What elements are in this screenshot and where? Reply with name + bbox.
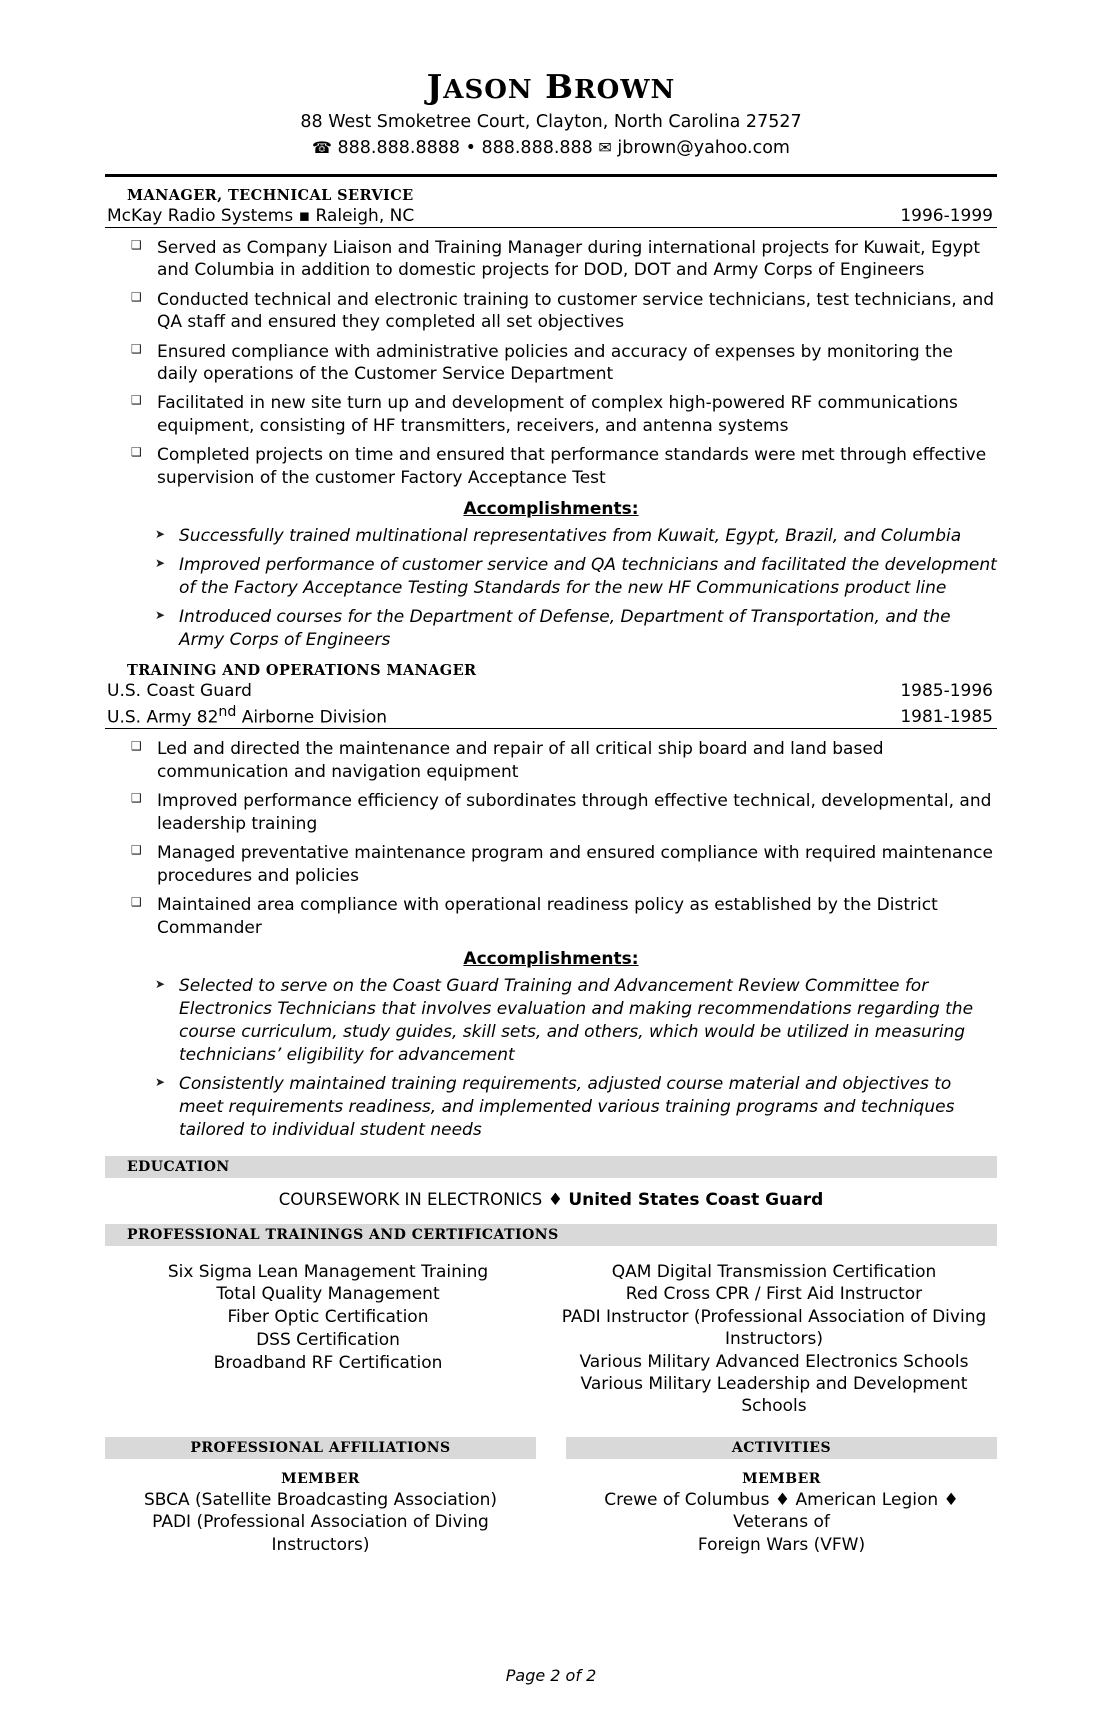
list-item: ❑ Maintained area compliance with operational readiness policy as established by the District Commander <box>105 894 997 939</box>
contact-line <box>105 136 997 161</box>
job-dates-2b: 1981-1985 <box>900 707 993 728</box>
job-org-2b-superscript: nd <box>218 703 237 720</box>
list-item: ❑ Improved performance efficiency of subordinates through effective technical, developmental, and leadership training <box>105 790 997 835</box>
education-coursework: COURSEWORK IN ELECTRONICS <box>278 1189 543 1209</box>
list-item: ➤ Selected to serve on the Coast Guard Training and Advancement Review Committee for Electronics Technicians that involves evaluation and making recommendations regarding the course curriculum, study guides, skill sets, and others, which would be utilized in measuring technicians’ eligibility for advancement <box>105 975 997 1067</box>
last-name-rest: ROWN <box>574 75 676 105</box>
list-item: Total Quality Management <box>216 1284 440 1305</box>
job-org-2b-pre: U.S. Army 82 <box>107 707 219 728</box>
affiliations-section <box>105 1437 536 1556</box>
job-org-line-1 <box>105 206 997 228</box>
phone-secondary: 888.888.888 <box>481 138 593 159</box>
accomplishments-heading-2: Accomplishments: <box>463 948 639 969</box>
list-item: ❑ Managed preventative maintenance program and ensured compliance with required maintenance procedures and policies <box>105 842 997 887</box>
list-item: ❑ Ensured compliance with administrative policies and accuracy of expenses by monitoring the daily operations of the Customer Service Department <box>105 341 997 386</box>
first-name-rest: ASON <box>443 75 533 105</box>
list-item: Six Sigma Lean Management Training <box>167 1261 489 1282</box>
job-org-2b-post: Airborne Division <box>236 707 388 728</box>
list-item: ➤ Successfully trained multinational representatives from Kuwait, Egypt, Brazil, and Columbia <box>105 525 997 548</box>
phone-icon: ☎ <box>312 138 332 158</box>
list-item: DSS Certification <box>256 1329 400 1350</box>
list-item: PADI Instructor (Professional Association of Diving Instructors) <box>561 1307 987 1349</box>
job-org-line-2b <box>105 704 997 730</box>
certifications-left-column <box>105 1262 551 1419</box>
page-title <box>105 67 997 106</box>
list-item: QAM Digital Transmission Certification <box>611 1261 937 1282</box>
list-item: Various Military Leadership and Development Schools <box>580 1374 968 1417</box>
section-heading-education: EDUCATION <box>105 1156 997 1178</box>
email-address[interactable]: jbrown@yahoo.com <box>617 138 790 159</box>
list-item: Red Cross CPR / First Aid Instructor <box>625 1284 923 1305</box>
list-item: SBCA (Satellite Broadcasting Association) <box>143 1489 497 1510</box>
envelope-icon: ✉ <box>598 138 612 158</box>
list-item: Foreign Wars (VFW) <box>697 1534 866 1555</box>
contact-separator-1: • <box>465 138 476 159</box>
list-item: Various Military Advanced Electronics Schools <box>579 1351 969 1372</box>
header-divider <box>105 174 997 177</box>
phone-primary: 888.888.8888 <box>337 138 460 159</box>
list-item: ➤ Consistently maintained training requirements, adjusted course material and objectives to meet requirements readiness, and implemented various training programs and techniques tailored to individual student needs <box>105 1073 997 1142</box>
job-bullets-1 <box>105 237 997 489</box>
job-title-1: MANAGER, TECHNICAL SERVICE <box>127 186 414 204</box>
education-separator: ♦ <box>547 1189 563 1210</box>
list-item: ❑ Facilitated in new site turn up and development of complex high-powered RF communications equipment, consisting of HF transmitters, receivers, and antenna systems <box>105 392 997 437</box>
job-title-2: TRAINING AND OPERATIONS MANAGER <box>127 661 477 679</box>
job-bullets-2 <box>105 738 997 939</box>
list-item: ➤ Introduced courses for the Department of Defense, Department of Transportation, and the Army Corps of Engineers <box>105 606 997 652</box>
job-org-2b <box>105 704 387 728</box>
activities-section <box>566 1437 997 1556</box>
affiliations-subheading: MEMBER <box>281 1470 360 1487</box>
address-line: 88 West Smoketree Court, Clayton, North Carolina 27527 <box>300 112 802 132</box>
list-item: PADI (Professional Association of Diving Instructors) <box>152 1512 489 1555</box>
job-org-2a: U.S. Coast Guard <box>107 680 252 701</box>
list-item: ❑ Served as Company Liaison and Training Manager during international projects for Kuwait, Egypt and Columbia in addition to domestic projects for DOD, DOT and Army Corps of Engineers <box>105 237 997 282</box>
list-item: ❑ Conducted technical and electronic training to customer service technicians, test technicians, and QA staff and ensured they completed all set objectives <box>105 289 997 334</box>
education-entry <box>105 1190 997 1210</box>
job-dates-2a: 1985-1996 <box>900 680 993 701</box>
last-name-initial: B <box>545 67 575 106</box>
affiliations-body <box>105 1489 536 1556</box>
list-item: ➤ Improved performance of customer service and QA technicians and facilitated the development of the Factory Acceptance Testing Standards for the new HF Communications product line <box>105 554 997 600</box>
list-item: ❑ Completed projects on time and ensured that performance standards were met through effective supervision of the customer Factory Acceptance Test <box>105 444 997 489</box>
education-institution: United States Coast Guard <box>568 1189 824 1210</box>
list-item: Fiber Optic Certification <box>227 1307 429 1328</box>
section-heading-activities: ACTIVITIES <box>566 1437 997 1459</box>
first-name-initial: J <box>426 67 444 106</box>
accomplishments-list-2 <box>105 975 997 1142</box>
job-org-1: McKay Radio Systems ▪ Raleigh, NC <box>107 205 415 226</box>
page-footer: Page 2 of 2 <box>505 1666 597 1686</box>
activities-body <box>566 1489 997 1556</box>
accomplishments-heading-1: Accomplishments: <box>463 499 639 520</box>
list-item: ❑ Led and directed the maintenance and repair of all critical ship board and land based communication and navigation equipment <box>105 738 997 783</box>
accomplishments-list-1 <box>105 525 997 652</box>
activities-subheading: MEMBER <box>742 1470 821 1487</box>
job-org-line-2a <box>105 681 997 702</box>
job-dates-1: 1996-1999 <box>900 205 993 226</box>
bottom-sections <box>105 1437 997 1556</box>
section-heading-certifications: PROFESSIONAL TRAININGS AND CERTIFICATIONS <box>105 1224 997 1246</box>
section-heading-affiliations: PROFESSIONAL AFFILIATIONS <box>105 1437 536 1459</box>
certifications-right-column <box>551 1262 997 1419</box>
list-item: Broadband RF Certification <box>213 1352 443 1373</box>
list-item: Crewe of Columbus ♦ American Legion ♦ Veterans of <box>604 1489 959 1533</box>
certifications-columns <box>105 1262 997 1419</box>
